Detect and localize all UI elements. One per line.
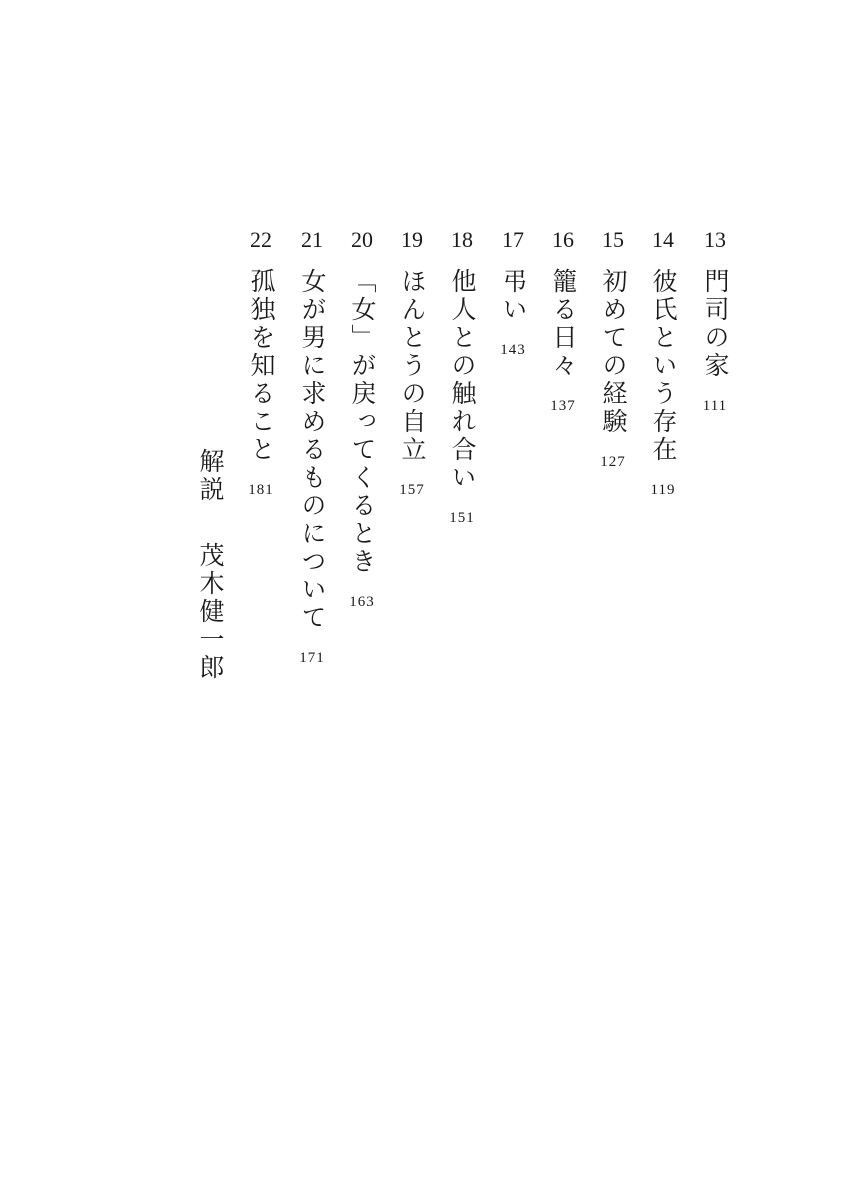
chapter-page-number: 163	[349, 594, 375, 610]
chapter-number: 14	[652, 227, 674, 252]
chapter-title: 「女」が戻ってくるとき	[348, 268, 377, 576]
chapter-title: 女が男に求めるものについて	[298, 268, 327, 632]
chapter-page-number: 181	[248, 482, 274, 498]
chapter-page-number: 127	[600, 454, 626, 470]
commentary-label: 解説	[196, 448, 225, 504]
chapter-title: 門司の家	[701, 268, 730, 380]
toc-entry-15	[596, 228, 630, 470]
chapter-title: 籠る日々	[549, 268, 578, 380]
toc-entry-21	[295, 228, 329, 666]
toc-entry-17	[496, 228, 530, 358]
chapter-page-number: 171	[299, 650, 325, 666]
toc-entry-18	[445, 228, 479, 526]
chapter-page-number: 111	[702, 398, 728, 414]
chapter-number: 20	[351, 227, 373, 252]
chapter-number: 17	[502, 227, 524, 252]
toc-entry-20	[345, 228, 379, 610]
chapter-title: 彼氏という存在	[649, 268, 678, 464]
toc-entry-22	[244, 228, 278, 498]
chapter-title: 他人との触れ合い	[448, 268, 477, 492]
chapter-number: 18	[451, 227, 473, 252]
toc-commentary	[193, 448, 227, 682]
chapter-page-number: 119	[650, 482, 676, 498]
chapter-page-number: 137	[550, 398, 576, 414]
chapter-title: 初めての経験	[599, 268, 628, 436]
chapter-number: 19	[401, 227, 423, 252]
toc-entry-19	[395, 228, 429, 498]
chapter-number: 21	[301, 227, 323, 252]
chapter-page-number: 157	[399, 482, 425, 498]
chapter-page-number: 151	[449, 510, 475, 526]
chapter-number: 16	[552, 227, 574, 252]
chapter-title: 弔い	[499, 268, 528, 324]
toc-entry-13	[698, 228, 732, 414]
chapter-number: 22	[250, 227, 272, 252]
chapter-page-number: 143	[500, 342, 526, 358]
toc-entry-14	[646, 228, 680, 498]
chapter-title: ほんとうの自立	[398, 268, 427, 464]
commentary-author: 茂木健一郎	[196, 542, 225, 682]
chapter-number: 13	[704, 227, 726, 252]
toc-entry-16	[546, 228, 580, 414]
chapter-number: 15	[602, 227, 624, 252]
chapter-title: 孤独を知ること	[247, 268, 276, 464]
